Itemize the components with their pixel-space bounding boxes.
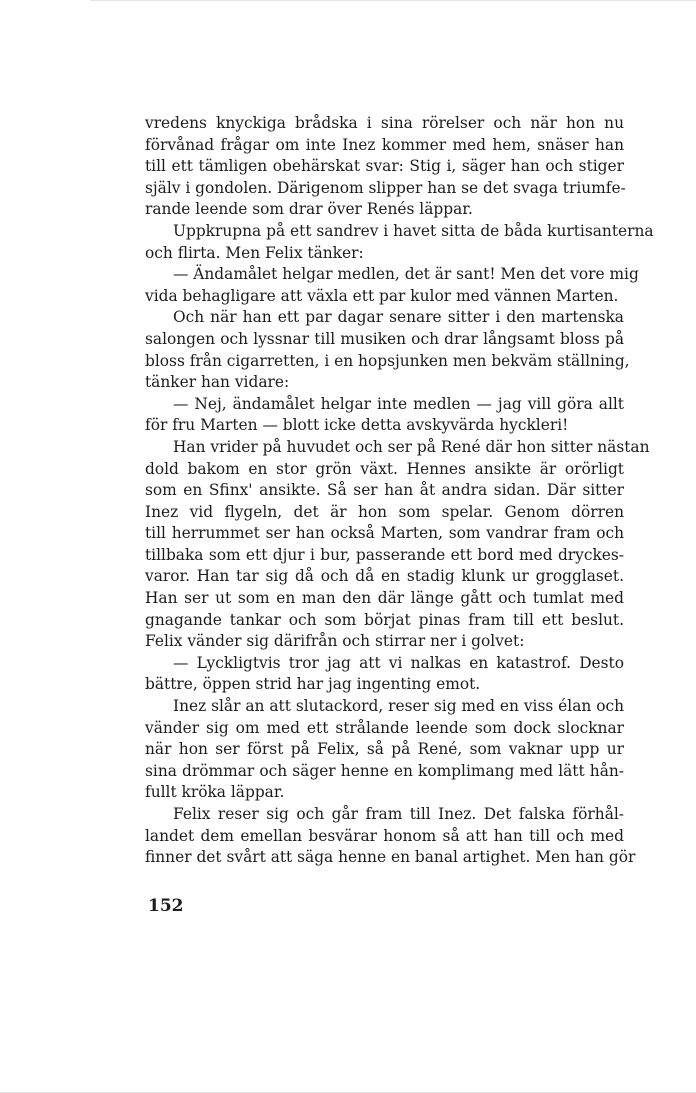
- text-line: salongen och lyssnar till musiken och drar långsamt bloss på: [145, 329, 624, 348]
- text-line: Han vrider på huvudet och ser på René där hon sitter nästan: [173, 437, 650, 456]
- text-line: vredens knyckiga brådska i sina rörelser och när hon nu: [145, 114, 624, 132]
- text-line: förvånad frågar om inte Inez kommer med hem, snäser han: [145, 135, 624, 154]
- scan-edge-top: [90, 0, 696, 1]
- text-line: dold bakom en stor grön växt. Hennes ansikte är orörligt: [145, 459, 624, 478]
- text-line: Uppkrupna på ett sandrev i havet sitta de båda kurtisanterna: [173, 221, 654, 240]
- text-line: när hon ser först på Felix, så på René, som vaknar upp ur: [145, 740, 624, 759]
- text-line: rande leende som drar över Renés läppar.: [145, 200, 473, 219]
- text-line: tänker han vidare:: [145, 373, 290, 392]
- text-line: — Lyckligtvis tror jag att vi nalkas en katastrof. Desto: [173, 653, 624, 672]
- text-line: gnagande tankar och som börjat pinas fram till ett beslut.: [145, 610, 624, 629]
- text-line: till herrummet ser han också Marten, som vandrar fram och: [145, 524, 624, 543]
- text-line: för fru Marten — blott icke detta avskyvärda hyckleri!: [145, 416, 569, 435]
- text-line: Och när han ett par dagar senare sitter i den martenska: [173, 308, 624, 327]
- text-line: sina drömmar och säger henne en komplimang med lätt hån-: [145, 761, 624, 780]
- text-line: och flirta. Men Felix tänker:: [145, 243, 364, 262]
- text-line: finner det svårt att säga henne en banal artighet. Men han gör: [145, 848, 636, 867]
- body-text: [145, 113, 654, 869]
- page-number: 152: [148, 896, 184, 916]
- text-line: tillbaka som ett djur i bur, passerande ett bord med dryckes-: [145, 545, 624, 564]
- text-line: Felix reser sig och går fram till Inez. Det falska förhål-: [173, 805, 624, 823]
- text-line: landet dem emellan besvärar honom så att han till och med: [145, 826, 624, 845]
- text-line: vida behagligare att växla ett par kulor med vännen Marten.: [145, 286, 619, 305]
- text-line: Inez slår an att slutackord, reser sig med en viss élan och: [173, 697, 624, 716]
- text-line: bloss från cigarretten, i en hopsjunken men bekväm ställning,: [145, 351, 630, 370]
- text-line: — Nej, ändamålet helgar inte medlen — jag vill göra allt: [173, 394, 624, 413]
- text-line: Felix vänder sig därifrån och stirrar ner i golvet:: [145, 632, 525, 651]
- text-line: till ett tämligen obehärskat svar: Stig i, säger han och stiger: [145, 157, 624, 176]
- text-line: Han ser ut som en man den där länge gått och tumlat med: [145, 589, 624, 608]
- text-line: varor. Han tar sig då och då en stadig klunk ur grogglaset.: [145, 567, 624, 586]
- text-line: själv i gondolen. Därigenom slipper han se det svaga triumfe-: [145, 178, 626, 197]
- text-line: — Ändamålet helgar medlen, det är sant! Men det vore mig: [173, 265, 639, 284]
- text-line: vänder sig om med ett strålande leende som dock slocknar: [145, 718, 624, 737]
- text-line: Inez vid flygeln, det är hon som spelar. Genom dörren: [145, 502, 624, 521]
- text-line: som en Sfinx' ansikte. Så ser han åt andra sidan. Där sitter: [145, 481, 624, 500]
- text-line: bättre, öppen strid har jag ingenting emot.: [145, 675, 481, 694]
- text-line: fullt kröka läppar.: [145, 783, 285, 802]
